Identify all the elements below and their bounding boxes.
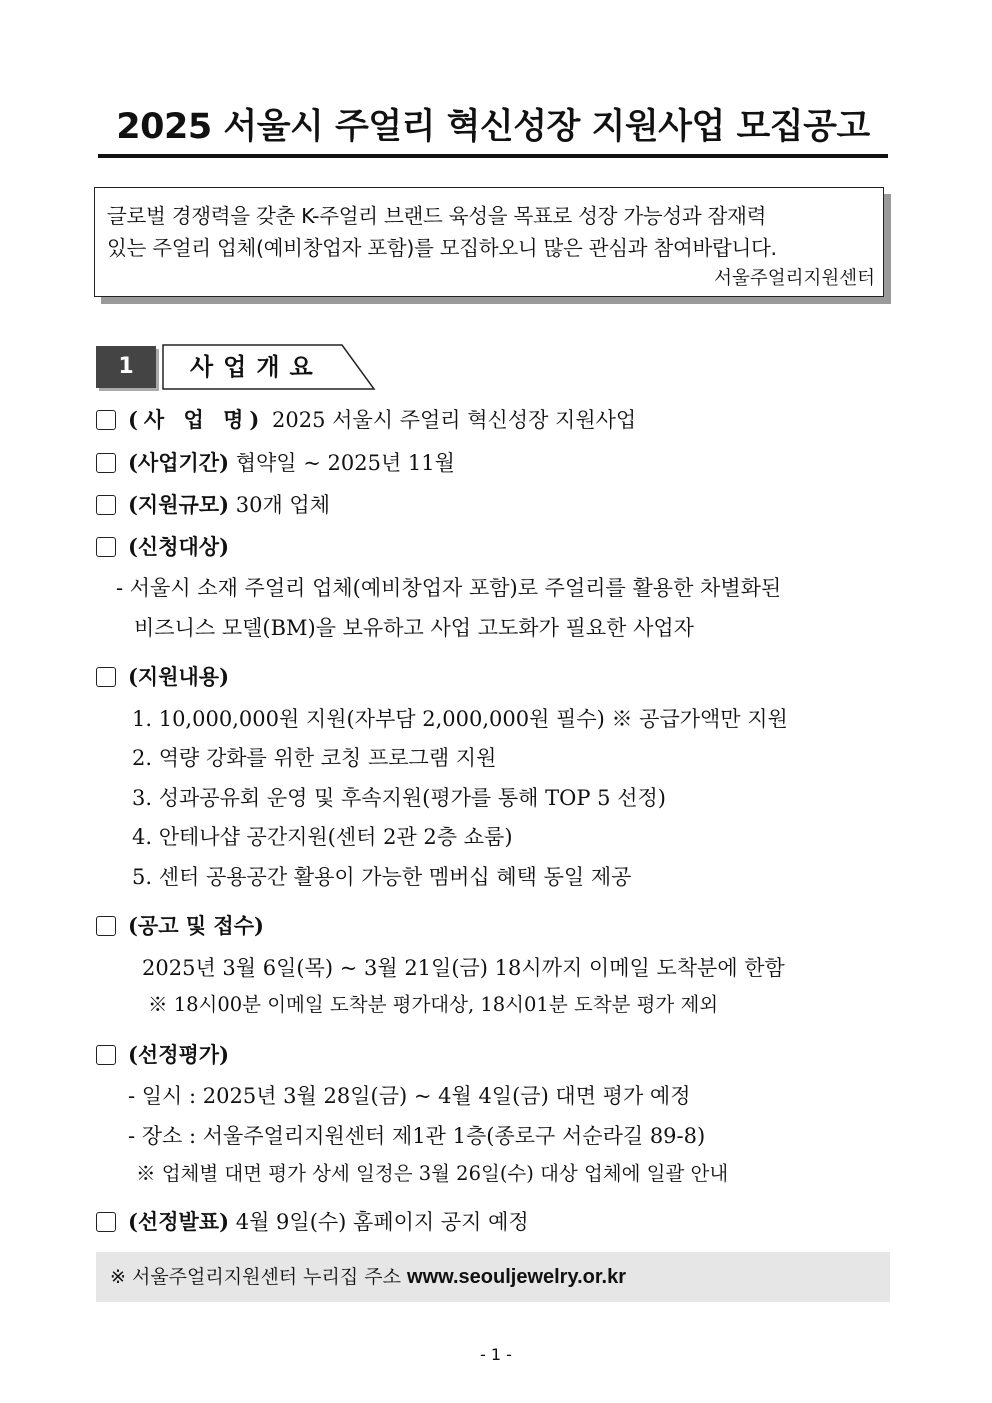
item-target (96, 532, 229, 562)
notice-line-1: 2025년 3월 6일(목) ~ 3월 21일(금) 18시까지 이메일 도착분에 한함 (142, 956, 785, 980)
intro-box (94, 187, 884, 297)
item-label: (신청대상) (128, 534, 230, 559)
checkbox-icon (96, 1045, 116, 1065)
evaluation-line-2: - 장소 : 서울주얼리지원센터 제1관 1층(종로구 서순라길 89-8) (128, 1124, 706, 1148)
item-label: (공고 및 접수) (128, 913, 264, 938)
checkbox-icon (96, 453, 116, 473)
checkbox-icon (96, 1212, 116, 1232)
item-label: (선정평가) (128, 1042, 230, 1067)
support-list-item: 4. 안테나샵 공간지원(센터 2관 2층 쇼룸) (132, 825, 513, 849)
item-label: (사 업 명) (128, 407, 266, 432)
item-evaluation (96, 1040, 229, 1070)
intro-organization: 서울주얼리지원센터 (714, 268, 875, 289)
item-support-content (96, 662, 229, 692)
support-list-item: 5. 센터 공용공간 활용이 가능한 멤버십 혜택 동일 제공 (132, 865, 632, 889)
item-label: (사업기간) (128, 450, 230, 475)
item-value: 협약일 ~ 2025년 11월 (235, 451, 455, 475)
item-support-scale (96, 490, 330, 520)
item-business-period (96, 448, 455, 478)
checkbox-icon (96, 495, 116, 515)
item-label: (지원내용) (128, 664, 230, 689)
item-value: 30개 업체 (235, 493, 330, 517)
target-line-2: 비즈니스 모델(BM)을 보유하고 사업 고도화가 필요한 사업자 (134, 616, 694, 640)
footer-website-bar (96, 1252, 890, 1302)
support-list-item: 3. 성과공유회 운영 및 후속지원(평가를 통해 TOP 5 선정) (132, 786, 666, 810)
item-label: (지원규모) (128, 492, 230, 517)
item-notice-receipt (96, 911, 264, 941)
item-value: 4월 9일(수) 홈페이지 공지 예정 (235, 1210, 529, 1234)
checkbox-icon (96, 537, 116, 557)
support-list-item: 2. 역량 강화를 위한 코칭 프로그램 지원 (132, 746, 497, 770)
evaluation-line-3: ※ 업체별 대면 평가 상세 일정은 3월 26일(수) 대상 업체에 일괄 안내 (136, 1162, 729, 1185)
intro-line-1: 글로벌 경쟁력을 갖춘 K-주얼리 브랜드 육성을 목표로 성장 가능성과 잠재력 (107, 204, 767, 228)
checkbox-icon (96, 410, 116, 430)
checkbox-icon (96, 667, 116, 687)
page-title: 2025 서울시 주얼리 혁신성장 지원사업 모집공고 (98, 100, 888, 158)
section-title: 사업개요 (190, 353, 323, 381)
evaluation-line-1: - 일시 : 2025년 3월 28일(금) ~ 4월 4일(금) 대면 평가 예정 (128, 1084, 691, 1108)
footer-prefix: ※ 서울주얼리지원센터 누리집 주소 (110, 1266, 401, 1288)
support-list-item: 1. 10,000,000원 지원(자부담 2,000,000원 필수) ※ 공급가액만 지원 (132, 707, 788, 731)
item-value: 2025 서울시 주얼리 혁신성장 지원사업 (272, 408, 637, 432)
item-announcement (96, 1207, 529, 1237)
item-business-name (96, 405, 636, 435)
target-line-1: - 서울시 소재 주얼리 업체(예비창업자 포함)로 주얼리를 활용한 차별화된 (116, 576, 782, 600)
website-link[interactable]: www.seouljewelry.or.kr (407, 1266, 627, 1288)
page-number: - 1 - (480, 1345, 512, 1364)
section-number: 1 (96, 346, 156, 388)
item-label: (선정발표) (128, 1209, 230, 1234)
notice-line-2: ※ 18시00분 이메일 도착분 평가대상, 18시01분 도착분 평가 제외 (148, 993, 719, 1016)
intro-line-2: 있는 주얼리 업체(예비창업자 포함)를 모집하오니 많은 관심과 참여바랍니다. (107, 236, 777, 260)
checkbox-icon (96, 916, 116, 936)
